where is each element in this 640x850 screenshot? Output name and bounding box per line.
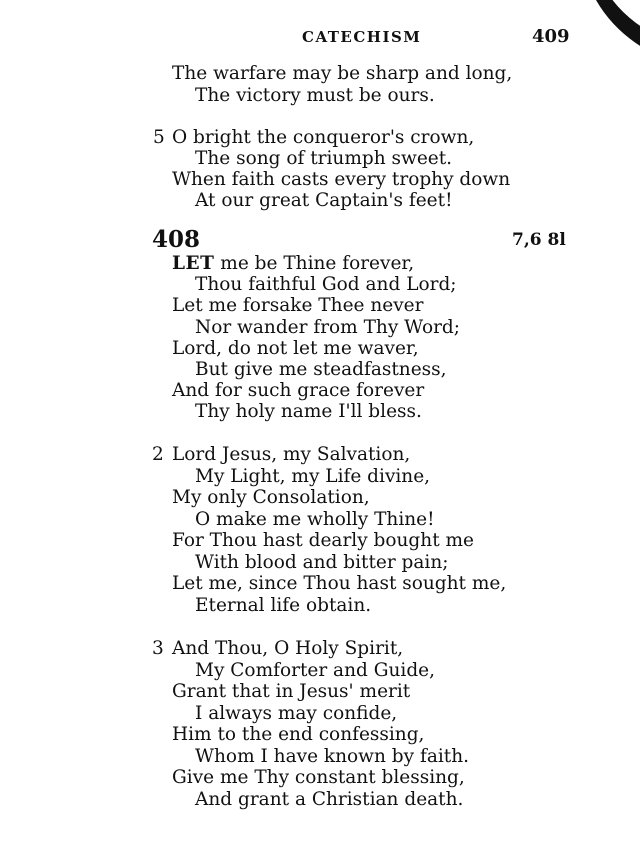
verse-line: And Thou, O Holy Spirit,: [172, 638, 404, 659]
verse-line: But give me steadfastness,: [195, 359, 447, 380]
verse-line: I always may confide,: [195, 703, 398, 724]
verse-line: O bright the conqueror's crown,: [172, 127, 475, 148]
verse-line: And for such grace forever: [172, 380, 425, 401]
verse-line: Nor wander from Thy Word;: [195, 317, 460, 338]
verse-line: Thy holy name I'll bless.: [195, 401, 422, 422]
verse-line: Grant that in Jesus' merit: [172, 681, 411, 702]
page-number: 409: [532, 26, 570, 47]
verse-line: O make me wholly Thine!: [195, 509, 435, 530]
verse-line: At our great Captain's feet!: [195, 190, 453, 211]
verse-line: The song of triumph sweet.: [195, 148, 453, 169]
verse-line: For Thou hast dearly bought me: [172, 530, 474, 551]
drop-word: LET: [172, 253, 215, 274]
stanza-number: 3: [152, 638, 164, 659]
verse-line: Let me, since Thou hast sought me,: [172, 573, 507, 594]
verse-line: And grant a Christian death.: [195, 789, 464, 810]
verse-line: Him to the end confessing,: [172, 724, 425, 745]
verse-line: My Light, my Life divine,: [195, 466, 431, 487]
stanza-number: 5: [153, 127, 165, 148]
verse-line: With blood and bitter pain;: [195, 552, 449, 573]
corner-ink-mark: [586, 0, 640, 60]
verse-line: Give me Thy constant blessing,: [172, 767, 465, 788]
verse-line: Lord Jesus, my Salvation,: [172, 444, 411, 465]
hymn-number: 408: [152, 226, 201, 253]
hymn-meter: 7,6 8l: [512, 230, 566, 250]
first-line-rest: me be Thine forever,: [214, 253, 415, 274]
verse-line: Let me forsake Thee never: [172, 295, 424, 316]
verse-line: My only Consolation,: [172, 487, 370, 508]
verse-line: When faith casts every trophy down: [172, 169, 511, 190]
verse-line: Whom I have known by faith.: [195, 746, 469, 767]
verse-line: My Comforter and Guide,: [195, 660, 435, 681]
verse-line-first: [172, 253, 414, 274]
verse-line: The victory must be ours.: [195, 85, 435, 106]
verse-line: The warfare may be sharp and long,: [172, 63, 513, 84]
stanza-number: 2: [152, 444, 164, 465]
verse-line: Lord, do not let me waver,: [172, 338, 419, 359]
verse-line: Thou faithful God and Lord;: [195, 274, 457, 295]
verse-line: Eternal life obtain.: [195, 595, 372, 616]
running-header-title: CATECHISM: [302, 28, 422, 46]
